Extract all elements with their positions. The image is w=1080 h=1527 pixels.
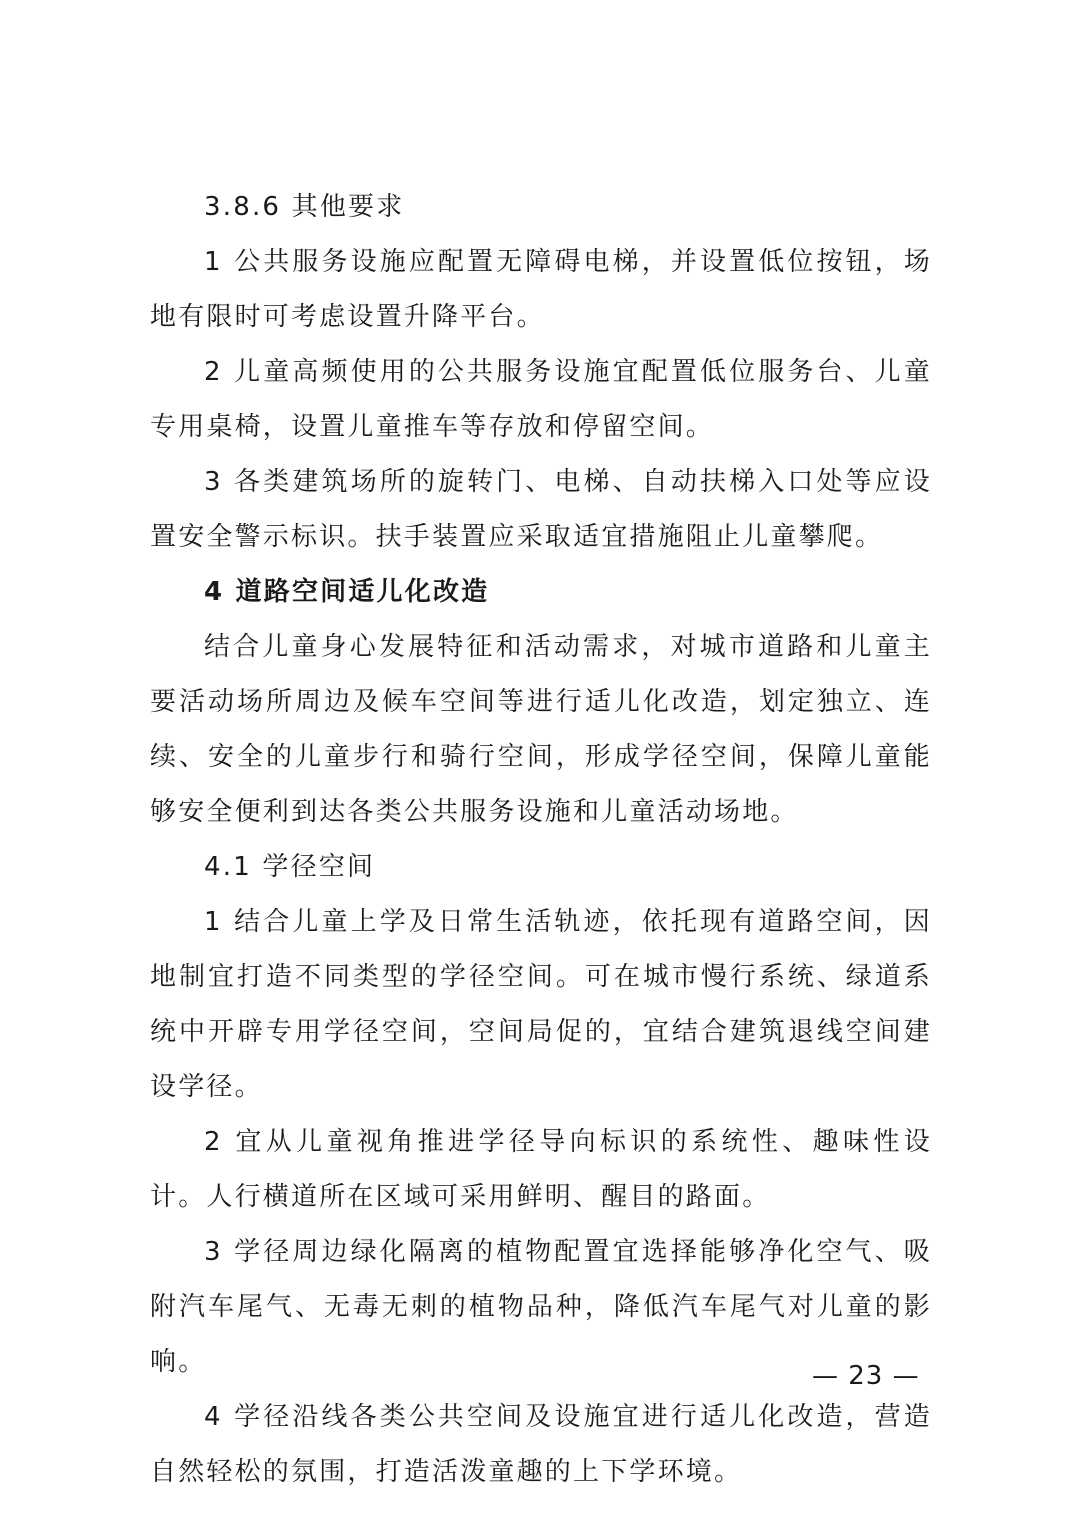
section-4-1-item-2: 2 宜从儿童视角推进学径导向标识的系统性、趣味性设计。人行横道所在区域可采用鲜明、醒目的路面。	[150, 1127, 932, 1212]
document-page	[150, 180, 932, 1500]
section-heading-4-1: 4.1 学径空间	[204, 852, 376, 882]
section-3-8-6-item-2: 2 儿童高频使用的公共服务设施宜配置低位服务台、儿童专用桌椅，设置儿童推车等存放和停留空间。	[150, 357, 932, 442]
section-4-1-item-3: 3 学径周边绿化隔离的植物配置宜选择能够净化空气、吸附汽车尾气、无毒无刺的植物品种，降低汽车尾气对儿童的影响。	[150, 1237, 932, 1377]
section-heading-3-8-6: 3.8.6 其他要求	[204, 192, 405, 222]
section-3-8-6-item-3: 3 各类建筑场所的旋转门、电梯、自动扶梯入口处等应设置安全警示标识。扶手装置应采取适宜措施阻止儿童攀爬。	[150, 467, 932, 552]
section-heading-4: 4 道路空间适儿化改造	[204, 577, 490, 607]
section-4-1-item-1: 1 结合儿童上学及日常生活轨迹，依托现有道路空间，因地制宜打造不同类型的学径空间。可在城市慢行系统、绿道系统中开辟专用学径空间，空间局促的，宜结合建筑退线空间建设学径。	[150, 907, 932, 1102]
section-4-intro: 结合儿童身心发展特征和活动需求，对城市道路和儿童主要活动场所周边及候车空间等进行适儿化改造，划定独立、连续、安全的儿童步行和骑行空间，形成学径空间，保障儿童能够安全便利到达各类公共服务设施和儿童活动场地。	[150, 632, 932, 827]
section-4-1-item-4: 4 学径沿线各类公共空间及设施宜进行适儿化改造，营造自然轻松的氛围，打造活泼童趣的上下学环境。	[150, 1402, 932, 1487]
section-3-8-6-item-1: 1 公共服务设施应配置无障碍电梯，并设置低位按钮，场地有限时可考虑设置升降平台。	[150, 247, 932, 332]
page-number: — 23 —	[812, 1361, 920, 1391]
